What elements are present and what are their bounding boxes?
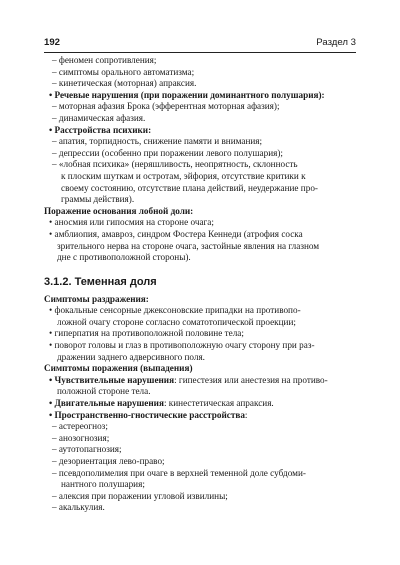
list-item-continuation: дражении заднего адверсивного поля. <box>57 351 205 362</box>
header-rule <box>44 52 356 53</box>
psyche-disorders-heading: • Расстройства психики: <box>49 124 152 135</box>
list-item: – симптомы орального автоматизма; <box>52 66 195 77</box>
list-item-continuation: своему состоянию, отсутствие плана действий, неудержание про- <box>61 182 318 193</box>
motor-disorders-text: : кинестетическая апраксия. <box>163 398 274 409</box>
list-item: • поворот головы и глаз в противоположную очагу сторону при раз- <box>49 340 315 351</box>
list-item: – астереогноз; <box>52 421 108 432</box>
list-item: • амблиопия, амавроз, синдром Фостера Кеннеди (атрофия соска <box>49 228 303 239</box>
list-item: – моторная афазия Брока (эфферентная моторная афазия); <box>52 101 280 112</box>
sensory-disorders-label: • Чувствительные нарушения <box>49 374 175 385</box>
list-item: – псевдополимелия при очаге в верхней теменной доле субдоми- <box>52 467 306 478</box>
spatial-gnostic-label: • Пространственно-гностические расстройства <box>49 409 245 420</box>
spatial-gnostic-item <box>44 410 360 422</box>
section-label: Раздел 3 <box>316 37 356 48</box>
irritation-heading: Симптомы раздражения: <box>44 293 149 304</box>
list-item: – апатия, торпидность, снижение памяти и внимания; <box>52 136 263 147</box>
frontal-base-heading: Поражение основания лобной доли: <box>44 205 194 216</box>
list-item: • аносмия или гипосмия на стороне очага; <box>49 217 214 228</box>
list-item-continuation: к плоским шуткам и остротам, эйфория, отсутствие критики к <box>61 170 306 181</box>
list-item: – депрессии (особенно при поражении левого полушария); <box>52 147 283 158</box>
list-item: – дезориентация лево-право; <box>52 456 165 466</box>
list-item: – анозогнозия; <box>52 432 110 443</box>
list-item: – акалькулия. <box>52 502 105 513</box>
list-item: • фокальные сенсорные джексоновские припадки на противопо- <box>49 305 301 316</box>
list-item-continuation: нантного полушария; <box>61 479 145 490</box>
page-number: 192 <box>44 37 61 48</box>
section-title: 3.1.2. Теменная доля <box>44 275 157 288</box>
list-item-continuation: граммы действия). <box>61 194 135 205</box>
list-item-continuation: ложной очагу стороне согласно соматотопической проекции; <box>57 316 296 327</box>
list-item-continuation: дне с противоположной стороны). <box>57 252 191 263</box>
list-item: – динамическая афазия. <box>52 112 146 123</box>
list-item: – алексия при поражении угловой извилины; <box>52 490 228 501</box>
list-item: – «лобная психика» (неряшливость, неопрятность, склонность <box>52 159 298 170</box>
list-item: – кинетическая (моторная) апраксия. <box>52 78 197 89</box>
list-item: – феномен сопротивления; <box>52 55 157 65</box>
sensory-disorders-text: : гипестезия или анестезия на противо- <box>174 374 328 385</box>
speech-disorders-heading: • Речевые нарушения (при поражении доминантного полушария): <box>49 89 325 100</box>
page-header <box>44 37 356 51</box>
list-item-continuation: положной стороне тела. <box>57 386 151 397</box>
list-item-continuation: зрительного нерва на стороне очага, застойные явления на глазном <box>57 240 320 251</box>
list-item: – аутотопагнозия; <box>52 444 122 455</box>
sensory-disorders-item <box>44 375 360 387</box>
loss-symptoms-heading: Симптомы поражения (выпадения) <box>44 363 193 374</box>
spatial-gnostic-text: : <box>244 409 248 420</box>
page-content <box>44 55 360 514</box>
list-item: • гиперпатия на противоположной половине тела; <box>49 328 244 339</box>
motor-disorders-item <box>44 398 360 410</box>
motor-disorders-label: • Двигательные нарушения <box>49 398 164 409</box>
